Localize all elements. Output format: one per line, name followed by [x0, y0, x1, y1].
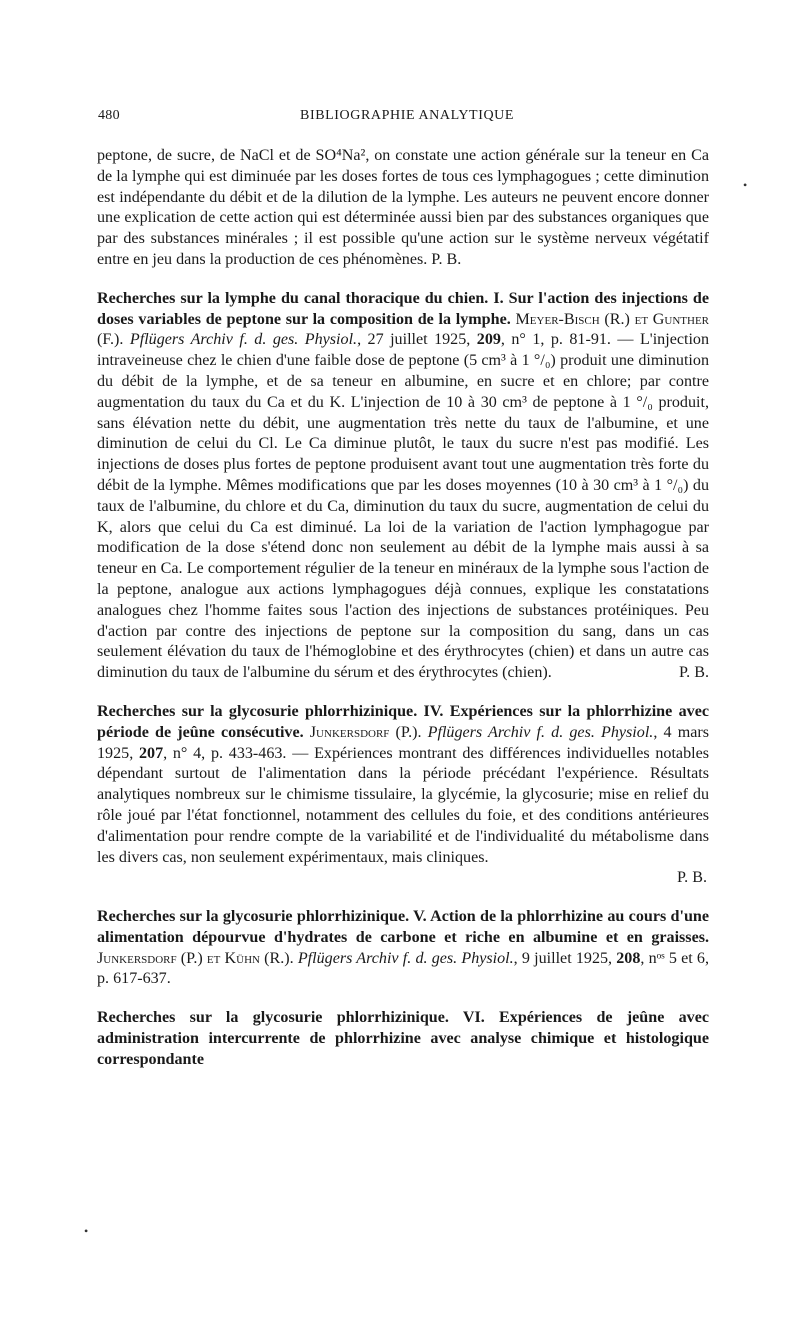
entry-title: Recherches sur la lymphe du canal thoracique du chien. I. Sur l'action des injections de doses variables de peptone sur la composition de la lymphe.: [97, 289, 709, 328]
signature: P. B.: [677, 869, 707, 887]
entry-authors: Meyer-Bisch (R.) et Gunther (F.).: [97, 310, 710, 349]
entry-pages: , n° 4, p. 433-463. —: [163, 744, 309, 762]
entry-journal: Pflügers Archiv f. d. ges. Physiol.: [427, 723, 654, 741]
entry-journal: Pflügers Archiv f. d. ges. Physiol.: [297, 949, 514, 967]
entry-abstract: Expériences montrant des différences individuelles notables dépendant surtout de l'alimentation dans la période précédant l'expérience. Résultats analytiques nombreux sur le chimisme tissulaire, la glycémie, la glycosurie; mise en relief du rôle joué par l'état fonctionnel, notamment des cellules du foie, et des conditions antérieures d'alimentation pour rendre compte de la variabilité et de l'individualité du métabolisme dans les divers cas, non seulement expérimentaux, mais cliniques.: [97, 744, 709, 866]
entry-date: , 4 mars 1925,: [97, 723, 709, 762]
entry-abstract: L'injection intraveineuse chez le chien d'une faible dose de peptone (5 cm³ à 1 °/₀) produit une diminution du débit de la lymphe, et de sa teneur en albumine, en sucre et en chlore; par contre augmentation du taux du Ca et du K. L'injection de 10 à 30 cm³ de peptone à 1 °/₀ produit, sans élévation nette du débit, une augmentation très nette du taux de l'albumine, et une diminution de celui du Cl. Le Ca diminue plutôt, le taux du sucre n'est pas modifié. Les injections de doses plus fortes de peptone produisent avant tout une augmentation très forte du débit de la lymphe. Mêmes modifications que par les doses moyennes (10 à 30 cm³ à 1 °/₀) du taux de l'albumine, du chlore et du Ca, diminution du taux du sucre, augmentation de celui du K, alors que celui du Ca est diminué. La loi de la variation de l'action lymphagogue par modification de la dose s'étend donc non seulement au débit de la lymphe mais aussi à sa teneur en Ca. Le comportement régulier de la teneur en minéraux de la lymphe sous l'action de la peptone, analogue aux actions lymphagogues déjà connues, explique les constatations analogues chez l'homme faites sous l'action des injections de substances protéiniques. Peu d'action par contre des injections de peptone sur la composition du sang, dans un cas seulement élévation du taux de l'hémoglobine et des érythrocytes (chien) et dans un autre cas diminution du taux de l'albumine du sérum et des érythrocytes (chien).: [97, 331, 710, 682]
entry-journal: Pflügers Archiv f. d. ges. Physiol.: [129, 331, 358, 349]
entry-authors: Junkersdorf (P.) et Kühn (R.).: [97, 949, 294, 967]
entry-volume: 207: [138, 744, 164, 762]
signature: P. B.: [431, 250, 462, 268]
bibliography-entry: [97, 702, 709, 868]
entry-authors: Junkersdorf (P.).: [309, 723, 422, 741]
entry-pages: , n° 1, p. 81-91. —: [500, 331, 634, 349]
entry-title: Recherches sur la glycosurie phlorrhizinique. V. Action de la phlorrhizine au cours d'une alimentation dépourvue d'hydrates de carbone et riche en albumine et en graisses.: [97, 908, 709, 946]
entry-pages: , nᵒˢ 5 et 6, p. 617-637.: [97, 949, 709, 988]
bibliography-entry: [97, 289, 709, 684]
running-head: [97, 108, 709, 130]
bibliography-entry: [97, 1008, 709, 1070]
page-number: 480: [98, 108, 120, 123]
entry-date: , 9 juillet 1925,: [513, 949, 617, 967]
continuation-text: peptone, de sucre, de NaCl et de SO⁴Na², on constate une action générale sur la teneur en Ca de la lymphe qui est diminuée par les doses fortes de tous ces lymphagogues ; cette diminution est indépendante du débit et de la dilution de la lymphe. Les auteurs ne peuvent encore donner une explication de cette action qui est déterminée aussi bien par des substances organiques que par des substances minérales ; il est possible qu'une action sur le système nerveux végétatif entre en jeu dans la production de ces phénomènes.: [97, 147, 709, 268]
margin-mark: •: [743, 178, 748, 192]
section-title: BIBLIOGRAPHIE ANALYTIQUE: [300, 108, 515, 123]
entry-volume: 208: [616, 949, 641, 967]
continuation-paragraph: [97, 146, 709, 271]
signature: P. B.: [679, 664, 709, 682]
entry-title: Recherches sur la glycosurie phlorrhizinique. IV. Expériences sur la phlorrhizine avec période de jeûne consécutive.: [97, 702, 709, 741]
entry-title: Recherches sur la glycosurie phlorrhizinique. VI. Expériences de jeûne avec administration intercurrente de phlorrhizine avec analyse chimique et histologique correspondante: [97, 1009, 709, 1068]
entry-volume: 209: [476, 331, 501, 349]
signature-line: [97, 868, 709, 889]
journal-page: [97, 108, 709, 1071]
entry-date: , 27 juillet 1925,: [357, 331, 477, 349]
bibliography-entry: [97, 907, 709, 990]
margin-mark: •: [84, 1224, 89, 1238]
